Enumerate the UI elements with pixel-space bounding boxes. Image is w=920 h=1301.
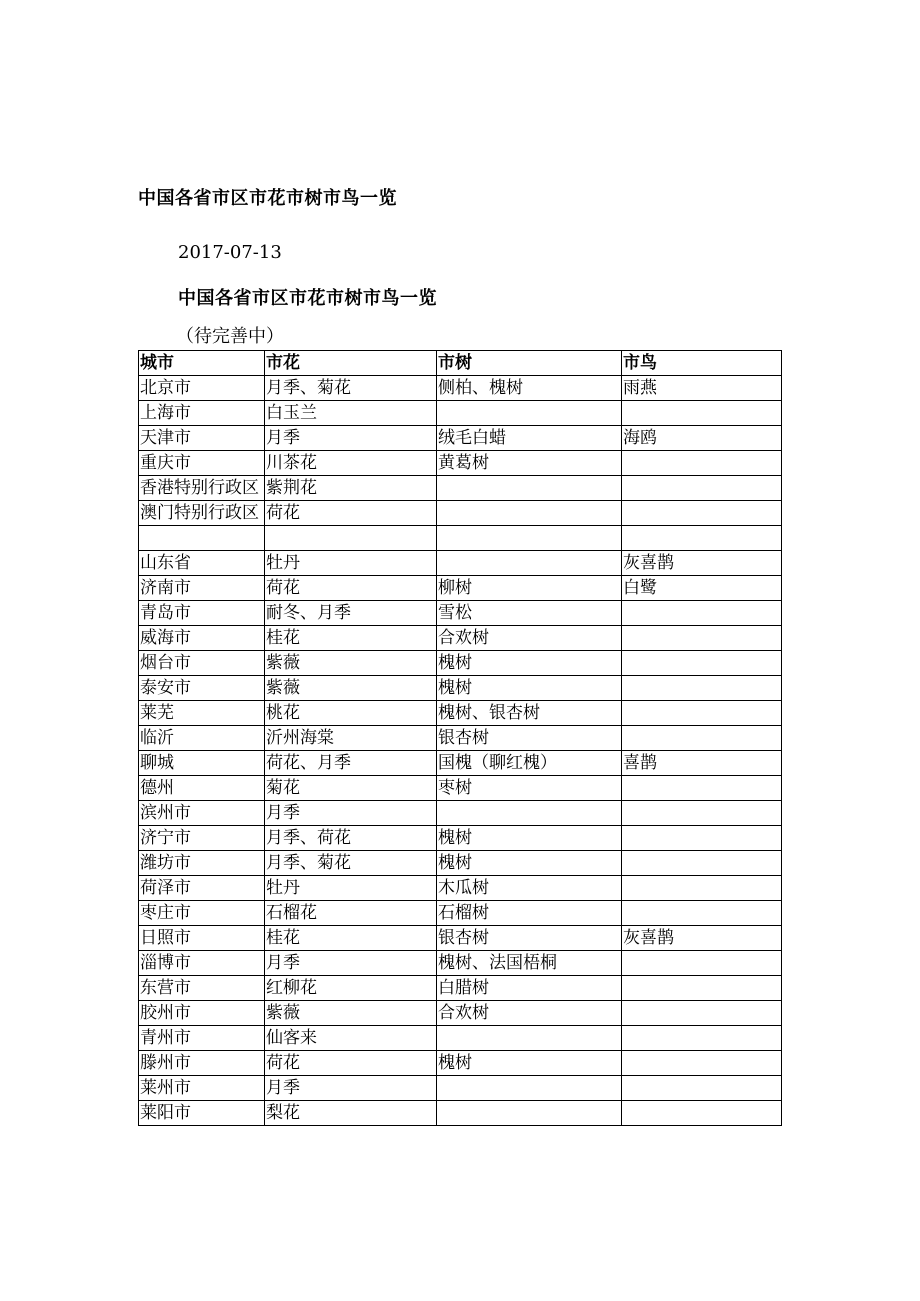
- city-cell: 山东省: [139, 551, 265, 576]
- bird-cell: [622, 701, 782, 726]
- city-cell: 上海市: [139, 401, 265, 426]
- tree-cell: 石榴树: [437, 901, 622, 926]
- city-cell: 莱芜: [139, 701, 265, 726]
- flower-cell: 石榴花: [265, 901, 437, 926]
- table-row: [139, 676, 782, 701]
- city-cell: 东营市: [139, 976, 265, 1001]
- flower-cell: [265, 526, 437, 551]
- city-cell: 重庆市: [139, 451, 265, 476]
- flower-cell: 荷花、月季: [265, 751, 437, 776]
- city-cell: 青州市: [139, 1026, 265, 1051]
- table-row: [139, 376, 782, 401]
- bird-cell: [622, 801, 782, 826]
- tree-cell: 白腊树: [437, 976, 622, 1001]
- table-row: [139, 976, 782, 1001]
- table-row: [139, 601, 782, 626]
- city-cell: 滨州市: [139, 801, 265, 826]
- table-row: [139, 576, 782, 601]
- tree-cell: 国槐（聊红槐）: [437, 751, 622, 776]
- column-header-bird: 市鸟: [622, 351, 782, 376]
- flower-cell: 桃花: [265, 701, 437, 726]
- table-row: [139, 651, 782, 676]
- city-cell: 胶州市: [139, 1001, 265, 1026]
- city-cell: 澳门特别行政区: [139, 501, 265, 526]
- city-cell: 淄博市: [139, 951, 265, 976]
- bird-cell: [622, 826, 782, 851]
- table-row: [139, 851, 782, 876]
- city-cell: 枣庄市: [139, 901, 265, 926]
- document-title: 中国各省市区市花市树市鸟一览: [138, 188, 397, 209]
- table-row: [139, 1076, 782, 1101]
- tree-cell: [437, 551, 622, 576]
- city-cell: 烟台市: [139, 651, 265, 676]
- tree-cell: 槐树、银杏树: [437, 701, 622, 726]
- tree-cell: [437, 801, 622, 826]
- flower-cell: 梨花: [265, 1101, 437, 1126]
- bird-cell: 灰喜鹊: [622, 926, 782, 951]
- table-row: [139, 876, 782, 901]
- tree-cell: 合欢树: [437, 626, 622, 651]
- table-row: [139, 451, 782, 476]
- city-cell: 德州: [139, 776, 265, 801]
- tree-cell: [437, 401, 622, 426]
- status-note: （待完善中）: [176, 326, 284, 347]
- bird-cell: [622, 676, 782, 701]
- flower-cell: 月季、菊花: [265, 851, 437, 876]
- bird-cell: [622, 1101, 782, 1126]
- bird-cell: [622, 501, 782, 526]
- bird-cell: [622, 526, 782, 551]
- table-row: [139, 501, 782, 526]
- bird-cell: [622, 601, 782, 626]
- tree-cell: 侧柏、槐树: [437, 376, 622, 401]
- flower-cell: 月季: [265, 801, 437, 826]
- tree-cell: 木瓜树: [437, 876, 622, 901]
- table-row: [139, 426, 782, 451]
- tree-cell: [437, 501, 622, 526]
- table-row: [139, 951, 782, 976]
- table-header-row: [139, 351, 782, 376]
- tree-cell: 银杏树: [437, 726, 622, 751]
- tree-cell: [437, 476, 622, 501]
- tree-cell: [437, 1026, 622, 1051]
- flower-cell: 耐冬、月季: [265, 601, 437, 626]
- table-row: [139, 626, 782, 651]
- tree-cell: 合欢树: [437, 1001, 622, 1026]
- column-header-city: 城市: [139, 351, 265, 376]
- city-cell: 天津市: [139, 426, 265, 451]
- flower-cell: 白玉兰: [265, 401, 437, 426]
- table-row: [139, 1026, 782, 1051]
- flower-cell: 红柳花: [265, 976, 437, 1001]
- city-cell: 日照市: [139, 926, 265, 951]
- flower-cell: 月季: [265, 426, 437, 451]
- table-row: [139, 701, 782, 726]
- city-cell: 泰安市: [139, 676, 265, 701]
- city-cell: 济宁市: [139, 826, 265, 851]
- bird-cell: [622, 851, 782, 876]
- bird-cell: [622, 776, 782, 801]
- tree-cell: 槐树: [437, 1051, 622, 1076]
- flower-cell: 月季、菊花: [265, 376, 437, 401]
- table-row: [139, 401, 782, 426]
- bird-cell: 海鸥: [622, 426, 782, 451]
- bird-cell: 灰喜鹊: [622, 551, 782, 576]
- table-row: [139, 901, 782, 926]
- bird-cell: 雨燕: [622, 376, 782, 401]
- flower-cell: 牡丹: [265, 876, 437, 901]
- bird-cell: [622, 976, 782, 1001]
- bird-cell: [622, 626, 782, 651]
- table-row: [139, 1001, 782, 1026]
- flower-cell: 月季: [265, 951, 437, 976]
- flower-cell: 荷花: [265, 501, 437, 526]
- tree-cell: 枣树: [437, 776, 622, 801]
- tree-cell: 黄葛树: [437, 451, 622, 476]
- flower-cell: 紫荆花: [265, 476, 437, 501]
- city-cell: 临沂: [139, 726, 265, 751]
- bird-cell: [622, 1026, 782, 1051]
- flower-cell: 牡丹: [265, 551, 437, 576]
- tree-cell: 柳树: [437, 576, 622, 601]
- tree-cell: 槐树: [437, 651, 622, 676]
- city-cell: 青岛市: [139, 601, 265, 626]
- tree-cell: [437, 1076, 622, 1101]
- tree-cell: 槐树: [437, 826, 622, 851]
- table-row: [139, 551, 782, 576]
- bird-cell: [622, 951, 782, 976]
- bird-cell: [622, 451, 782, 476]
- flower-cell: 桂花: [265, 926, 437, 951]
- table-row: [139, 801, 782, 826]
- table-row: [139, 1051, 782, 1076]
- city-cell: 滕州市: [139, 1051, 265, 1076]
- city-cell: 潍坊市: [139, 851, 265, 876]
- table-row: [139, 826, 782, 851]
- column-header-flower: 市花: [265, 351, 437, 376]
- bird-cell: [622, 651, 782, 676]
- bird-cell: [622, 476, 782, 501]
- flower-cell: 荷花: [265, 1051, 437, 1076]
- bird-cell: [622, 1051, 782, 1076]
- table-row: [139, 526, 782, 551]
- bird-cell: 白鹭: [622, 576, 782, 601]
- flower-cell: 川茶花: [265, 451, 437, 476]
- tree-cell: 银杏树: [437, 926, 622, 951]
- bird-cell: [622, 1001, 782, 1026]
- tree-cell: 雪松: [437, 601, 622, 626]
- city-cell: 莱州市: [139, 1076, 265, 1101]
- flower-cell: 紫薇: [265, 651, 437, 676]
- city-symbols-table: [138, 350, 782, 1126]
- table-row: [139, 476, 782, 501]
- document-subtitle: 中国各省市区市花市树市鸟一览: [178, 288, 437, 309]
- flower-cell: 沂州海棠: [265, 726, 437, 751]
- city-cell: 荷泽市: [139, 876, 265, 901]
- flower-cell: 桂花: [265, 626, 437, 651]
- city-cell: [139, 526, 265, 551]
- bird-cell: 喜鹊: [622, 751, 782, 776]
- city-cell: 香港特别行政区: [139, 476, 265, 501]
- table-row: [139, 926, 782, 951]
- bird-cell: [622, 401, 782, 426]
- flower-cell: 月季、荷花: [265, 826, 437, 851]
- bird-cell: [622, 901, 782, 926]
- tree-cell: 槐树: [437, 851, 622, 876]
- city-cell: 济南市: [139, 576, 265, 601]
- city-cell: 威海市: [139, 626, 265, 651]
- city-cell: 聊城: [139, 751, 265, 776]
- tree-cell: 槐树、法国梧桐: [437, 951, 622, 976]
- bird-cell: [622, 1076, 782, 1101]
- flower-cell: 月季: [265, 1076, 437, 1101]
- flower-cell: 仙客来: [265, 1026, 437, 1051]
- table-body: [139, 376, 782, 1126]
- city-cell: 莱阳市: [139, 1101, 265, 1126]
- table-row: [139, 776, 782, 801]
- flower-cell: 荷花: [265, 576, 437, 601]
- flower-cell: 紫薇: [265, 1001, 437, 1026]
- tree-cell: [437, 526, 622, 551]
- document-date: 2017-07-13: [178, 242, 282, 263]
- table-row: [139, 726, 782, 751]
- table-row: [139, 1101, 782, 1126]
- flower-cell: 菊花: [265, 776, 437, 801]
- tree-cell: 绒毛白蜡: [437, 426, 622, 451]
- tree-cell: 槐树: [437, 676, 622, 701]
- flower-cell: 紫薇: [265, 676, 437, 701]
- bird-cell: [622, 726, 782, 751]
- table-row: [139, 751, 782, 776]
- column-header-tree: 市树: [437, 351, 622, 376]
- tree-cell: [437, 1101, 622, 1126]
- bird-cell: [622, 876, 782, 901]
- city-cell: 北京市: [139, 376, 265, 401]
